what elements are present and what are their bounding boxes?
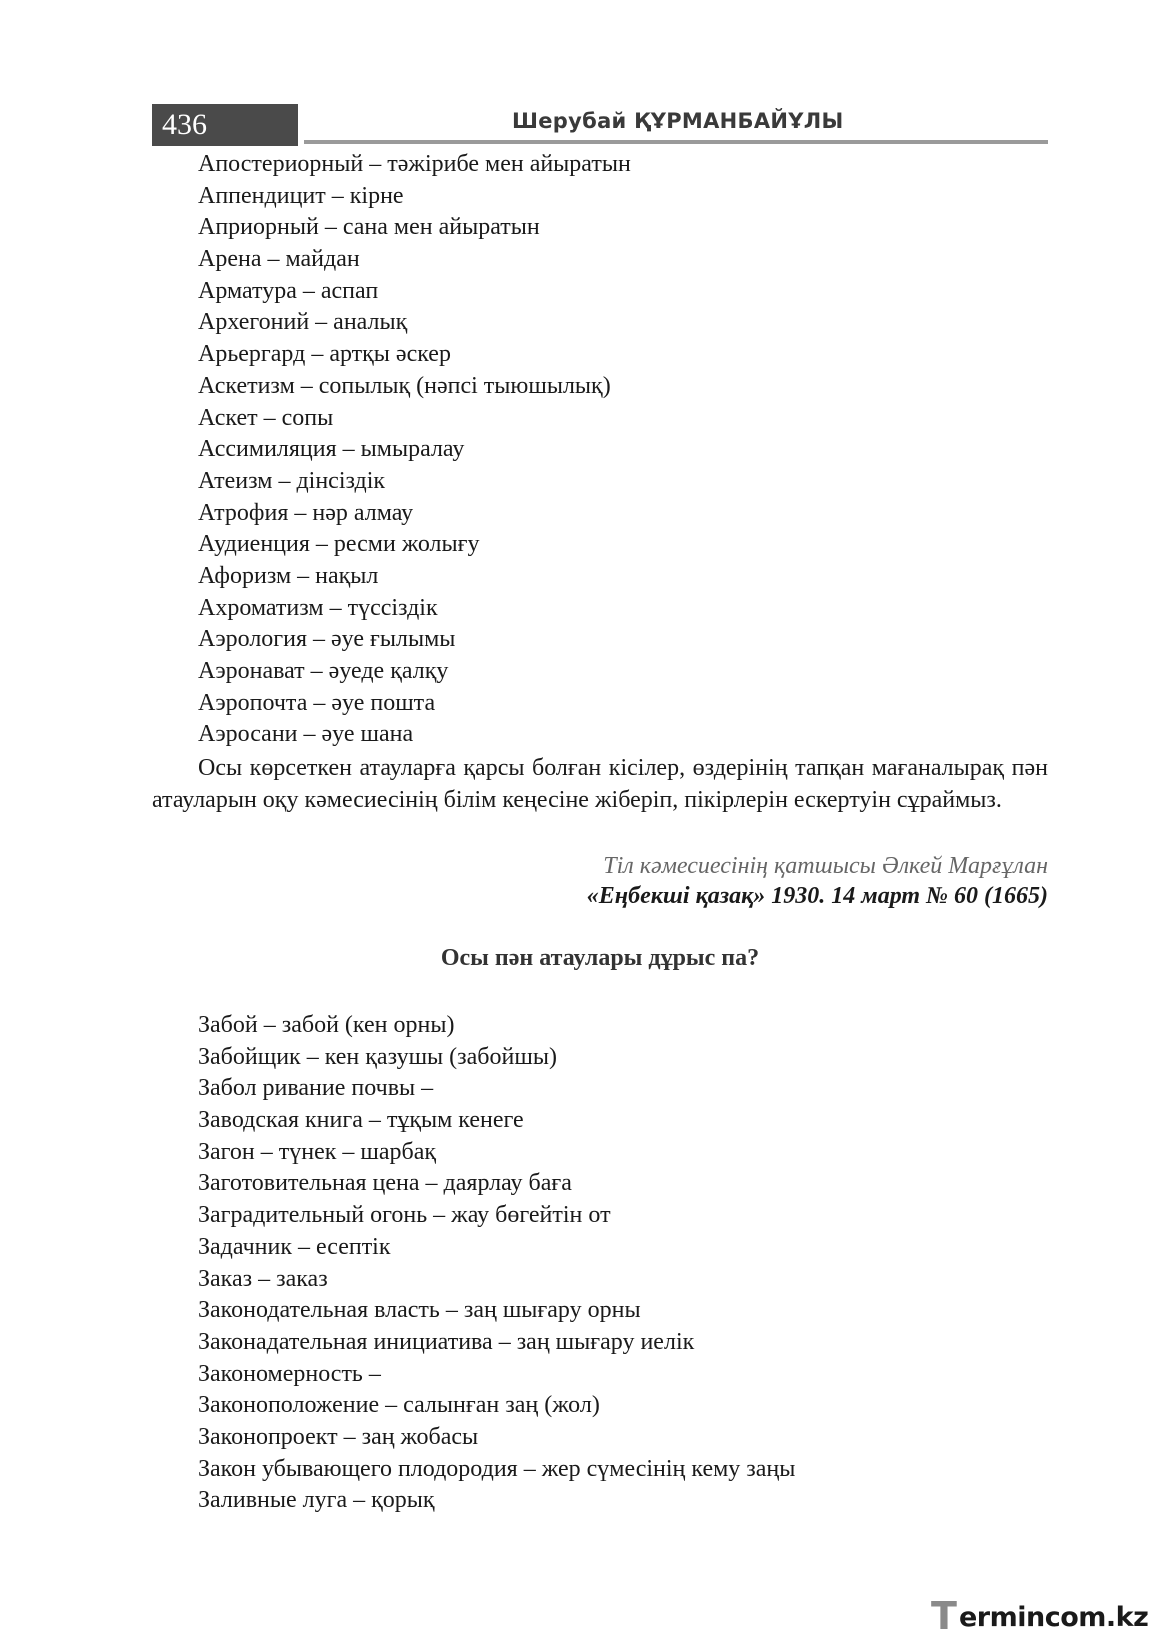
- term-item: Аскетизм – сопылық (нәпсі тыюшылық): [198, 372, 611, 399]
- term-item: Аэронават – әуеде қалқу: [198, 658, 449, 684]
- term-item: Аудиенция – ресми жолығу: [198, 531, 480, 558]
- term-item: Арена – майдан: [198, 246, 360, 273]
- term-item: Ассимиляция – ымыралау: [198, 436, 465, 463]
- term-item: Архегоний – аналық: [198, 309, 408, 336]
- term-item: Аэропочта – әуе пошта: [198, 689, 436, 716]
- term-item: Заливные луга – қорық: [198, 1487, 435, 1514]
- term-item: Заказ – заказ: [198, 1265, 328, 1292]
- term-item: Аппендицит – кірне: [198, 182, 404, 209]
- term-item: Законоположение – салынған заң (жол): [198, 1392, 600, 1419]
- term-item: Законодательная власть – заң шығару орны: [198, 1297, 641, 1324]
- term-item: Забол ривание почвы –: [198, 1075, 434, 1102]
- term-item: Априорный – сана мен айыратын: [198, 214, 540, 241]
- term-item: Заводская книга – тұқым кенеге: [198, 1107, 524, 1134]
- term-item: Закон убывающего плодородия – жер сүмесінің кему заңы: [198, 1455, 796, 1482]
- term-item: Законопроект – заң жобасы: [198, 1423, 479, 1450]
- section-title: Осы пән атаулары дұрыс па?: [440, 945, 760, 971]
- signature-author: Тіл кәмесиесінің қатшысы Әлкей Марғұлан: [603, 853, 1048, 879]
- page-header: [152, 104, 1048, 146]
- watermark-logo: [931, 1594, 1149, 1638]
- term-item: Ахроматизм – түссіздік: [198, 594, 438, 621]
- term-item: Забой – забой (кен орны): [198, 1012, 455, 1038]
- term-item: Законадательная инициатива – заң шығару иелік: [198, 1328, 695, 1355]
- term-list-b: [198, 1010, 795, 1517]
- term-item: Заготовительная цена – даярлау баға: [198, 1170, 572, 1197]
- term-item: Загон – түнек – шарбақ: [198, 1138, 437, 1165]
- header-rule: [304, 140, 1048, 144]
- term-item: Заградительный огонь – жау бөгейтін от: [198, 1202, 611, 1229]
- term-item: Задачник – есептік: [198, 1233, 391, 1260]
- term-item: Атеизм – дінсіздік: [198, 467, 386, 494]
- term-item: Арматура – аспап: [198, 277, 379, 304]
- page-number-box: [152, 104, 298, 146]
- term-item: Аэрология – әуе ғылымы: [198, 626, 456, 653]
- running-head: Шерубай ҚҰРМАНБАЙҰЛЫ: [512, 109, 844, 133]
- term-item: Апостериорный – тәжірибе мен айыратын: [198, 151, 631, 177]
- term-item: Аскет – сопы: [198, 404, 334, 431]
- term-item: Забойщик – кен қазушы (забойшы): [198, 1043, 557, 1070]
- term-list-a: [198, 149, 631, 751]
- body-paragraph: Осы көрсеткен атауларға қарсы болған кісілер, өздерінің тапқан мағаналырақ пән атауларын оқу кәмесиесінің білім кеңесіне жіберіп, пікірлерін ескертуін сұраймыз.: [152, 755, 1048, 813]
- term-item: Афоризм – нақыл: [198, 562, 379, 589]
- watermark-letter: T: [931, 1594, 957, 1638]
- term-item: Атрофия – нәр алмау: [198, 499, 414, 526]
- term-item: Закономерность –: [198, 1360, 381, 1387]
- term-item: Аэросани – әуе шана: [198, 721, 414, 748]
- page-number: 436: [162, 108, 207, 141]
- watermark-text: ermincom.kz: [959, 1602, 1149, 1633]
- term-item: Арьергард – артқы әскер: [198, 341, 451, 368]
- signature-source: «Еңбекші қазақ» 1930. 14 март № 60 (1665): [586, 883, 1048, 909]
